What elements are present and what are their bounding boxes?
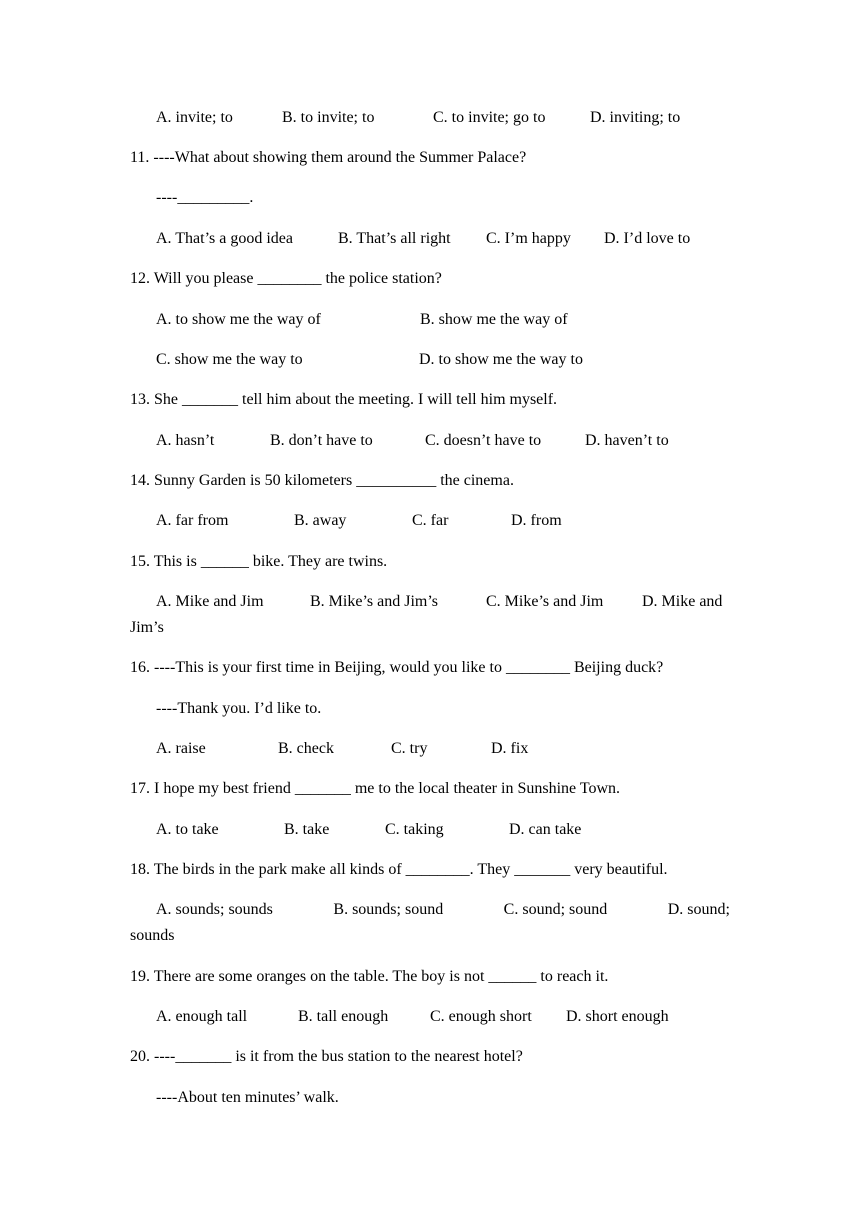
q14-option-a: A. far from	[156, 512, 229, 529]
q12-option-b: B. show me the way of	[420, 311, 568, 328]
q10-option-b: B. to invite; to	[282, 109, 375, 126]
q14-option-c: C. far	[412, 512, 449, 529]
q13-option-d: D. haven’t to	[585, 432, 669, 449]
q19-option-a: A. enough tall	[156, 1008, 248, 1025]
q12-option-d: D. to show me the way to	[419, 351, 583, 368]
q17-option-d: D. can take	[509, 821, 582, 838]
q19-option-d: D. short enough	[566, 1008, 669, 1025]
q18-option-b: B. sounds; sound	[333, 901, 444, 918]
q17-option-c: C. taking	[385, 821, 444, 838]
q15-option-d-continued: Jim’s	[130, 619, 164, 636]
q17-option-b: B. take	[284, 821, 330, 838]
q10-option-d: D. inviting; to	[590, 109, 681, 126]
q18-option-d-continued: sounds	[130, 927, 175, 944]
q20-stem: 20. ----_______ is it from the bus station to the nearest hotel?	[130, 1048, 523, 1065]
q13-option-b: B. don’t have to	[270, 432, 373, 449]
q15-option-d: D. Mike and	[642, 593, 723, 610]
q15-stem: 15. This is ______ bike. They are twins.	[130, 553, 388, 570]
q13-stem: 13. She _______ tell him about the meeting. I will tell him myself.	[130, 391, 558, 408]
q18-option-c: C. sound; sound	[503, 901, 608, 918]
q11-stem: 11. ----What about showing them around the Summer Palace?	[130, 149, 527, 166]
q13-option-a: A. hasn’t	[156, 432, 215, 449]
q14-stem: 14. Sunny Garden is 50 kilometers __________ the cinema.	[130, 472, 514, 489]
q11-option-a: A. That’s a good idea	[156, 230, 294, 247]
q19-option-b: B. tall enough	[298, 1008, 389, 1025]
q16-option-b: B. check	[278, 740, 334, 757]
q19-option-c: C. enough short	[430, 1008, 532, 1025]
q19-stem: 19. There are some oranges on the table. The boy is not ______ to reach it.	[130, 968, 609, 985]
q15-option-c: C. Mike’s and Jim	[486, 593, 604, 610]
q20-reply: ----About ten minutes’ walk.	[156, 1089, 339, 1106]
q11-reply: ----_________.	[156, 189, 254, 206]
q11-option-b: B. That’s all right	[338, 230, 451, 247]
q13-option-c: C. doesn’t have to	[425, 432, 542, 449]
q18-options	[156, 900, 730, 920]
q11-option-c: C. I’m happy	[486, 230, 571, 247]
q18-stem: 18. The birds in the park make all kinds of ________. They _______ very beautiful.	[130, 861, 668, 878]
q12-stem: 12. Will you please ________ the police station?	[130, 270, 442, 287]
q16-option-a: A. raise	[156, 740, 206, 757]
q16-stem: 16. ----This is your first time in Beijing, would you like to ________ Beijing duck?	[130, 659, 664, 676]
q18-option-d: D. sound;	[667, 901, 730, 918]
q18-option-a: A. sounds; sounds	[156, 901, 273, 918]
q10-option-c: C. to invite; go to	[433, 109, 546, 126]
q12-option-a: A. to show me the way of	[156, 311, 321, 328]
q14-option-d: D. from	[511, 512, 562, 529]
q17-stem: 17. I hope my best friend _______ me to the local theater in Sunshine Town.	[130, 780, 621, 797]
q16-option-c: C. try	[391, 740, 428, 757]
q16-reply: ----Thank you. I’d like to.	[156, 700, 322, 717]
q11-option-d: D. I’d love to	[604, 230, 691, 247]
q16-option-d: D. fix	[491, 740, 529, 757]
q15-option-a: A. Mike and Jim	[156, 593, 264, 610]
q15-option-b: B. Mike’s and Jim’s	[310, 593, 439, 610]
q12-option-c: C. show me the way to	[156, 351, 303, 368]
q10-option-a: A. invite; to	[156, 109, 233, 126]
q17-option-a: A. to take	[156, 821, 219, 838]
q14-option-b: B. away	[294, 512, 347, 529]
